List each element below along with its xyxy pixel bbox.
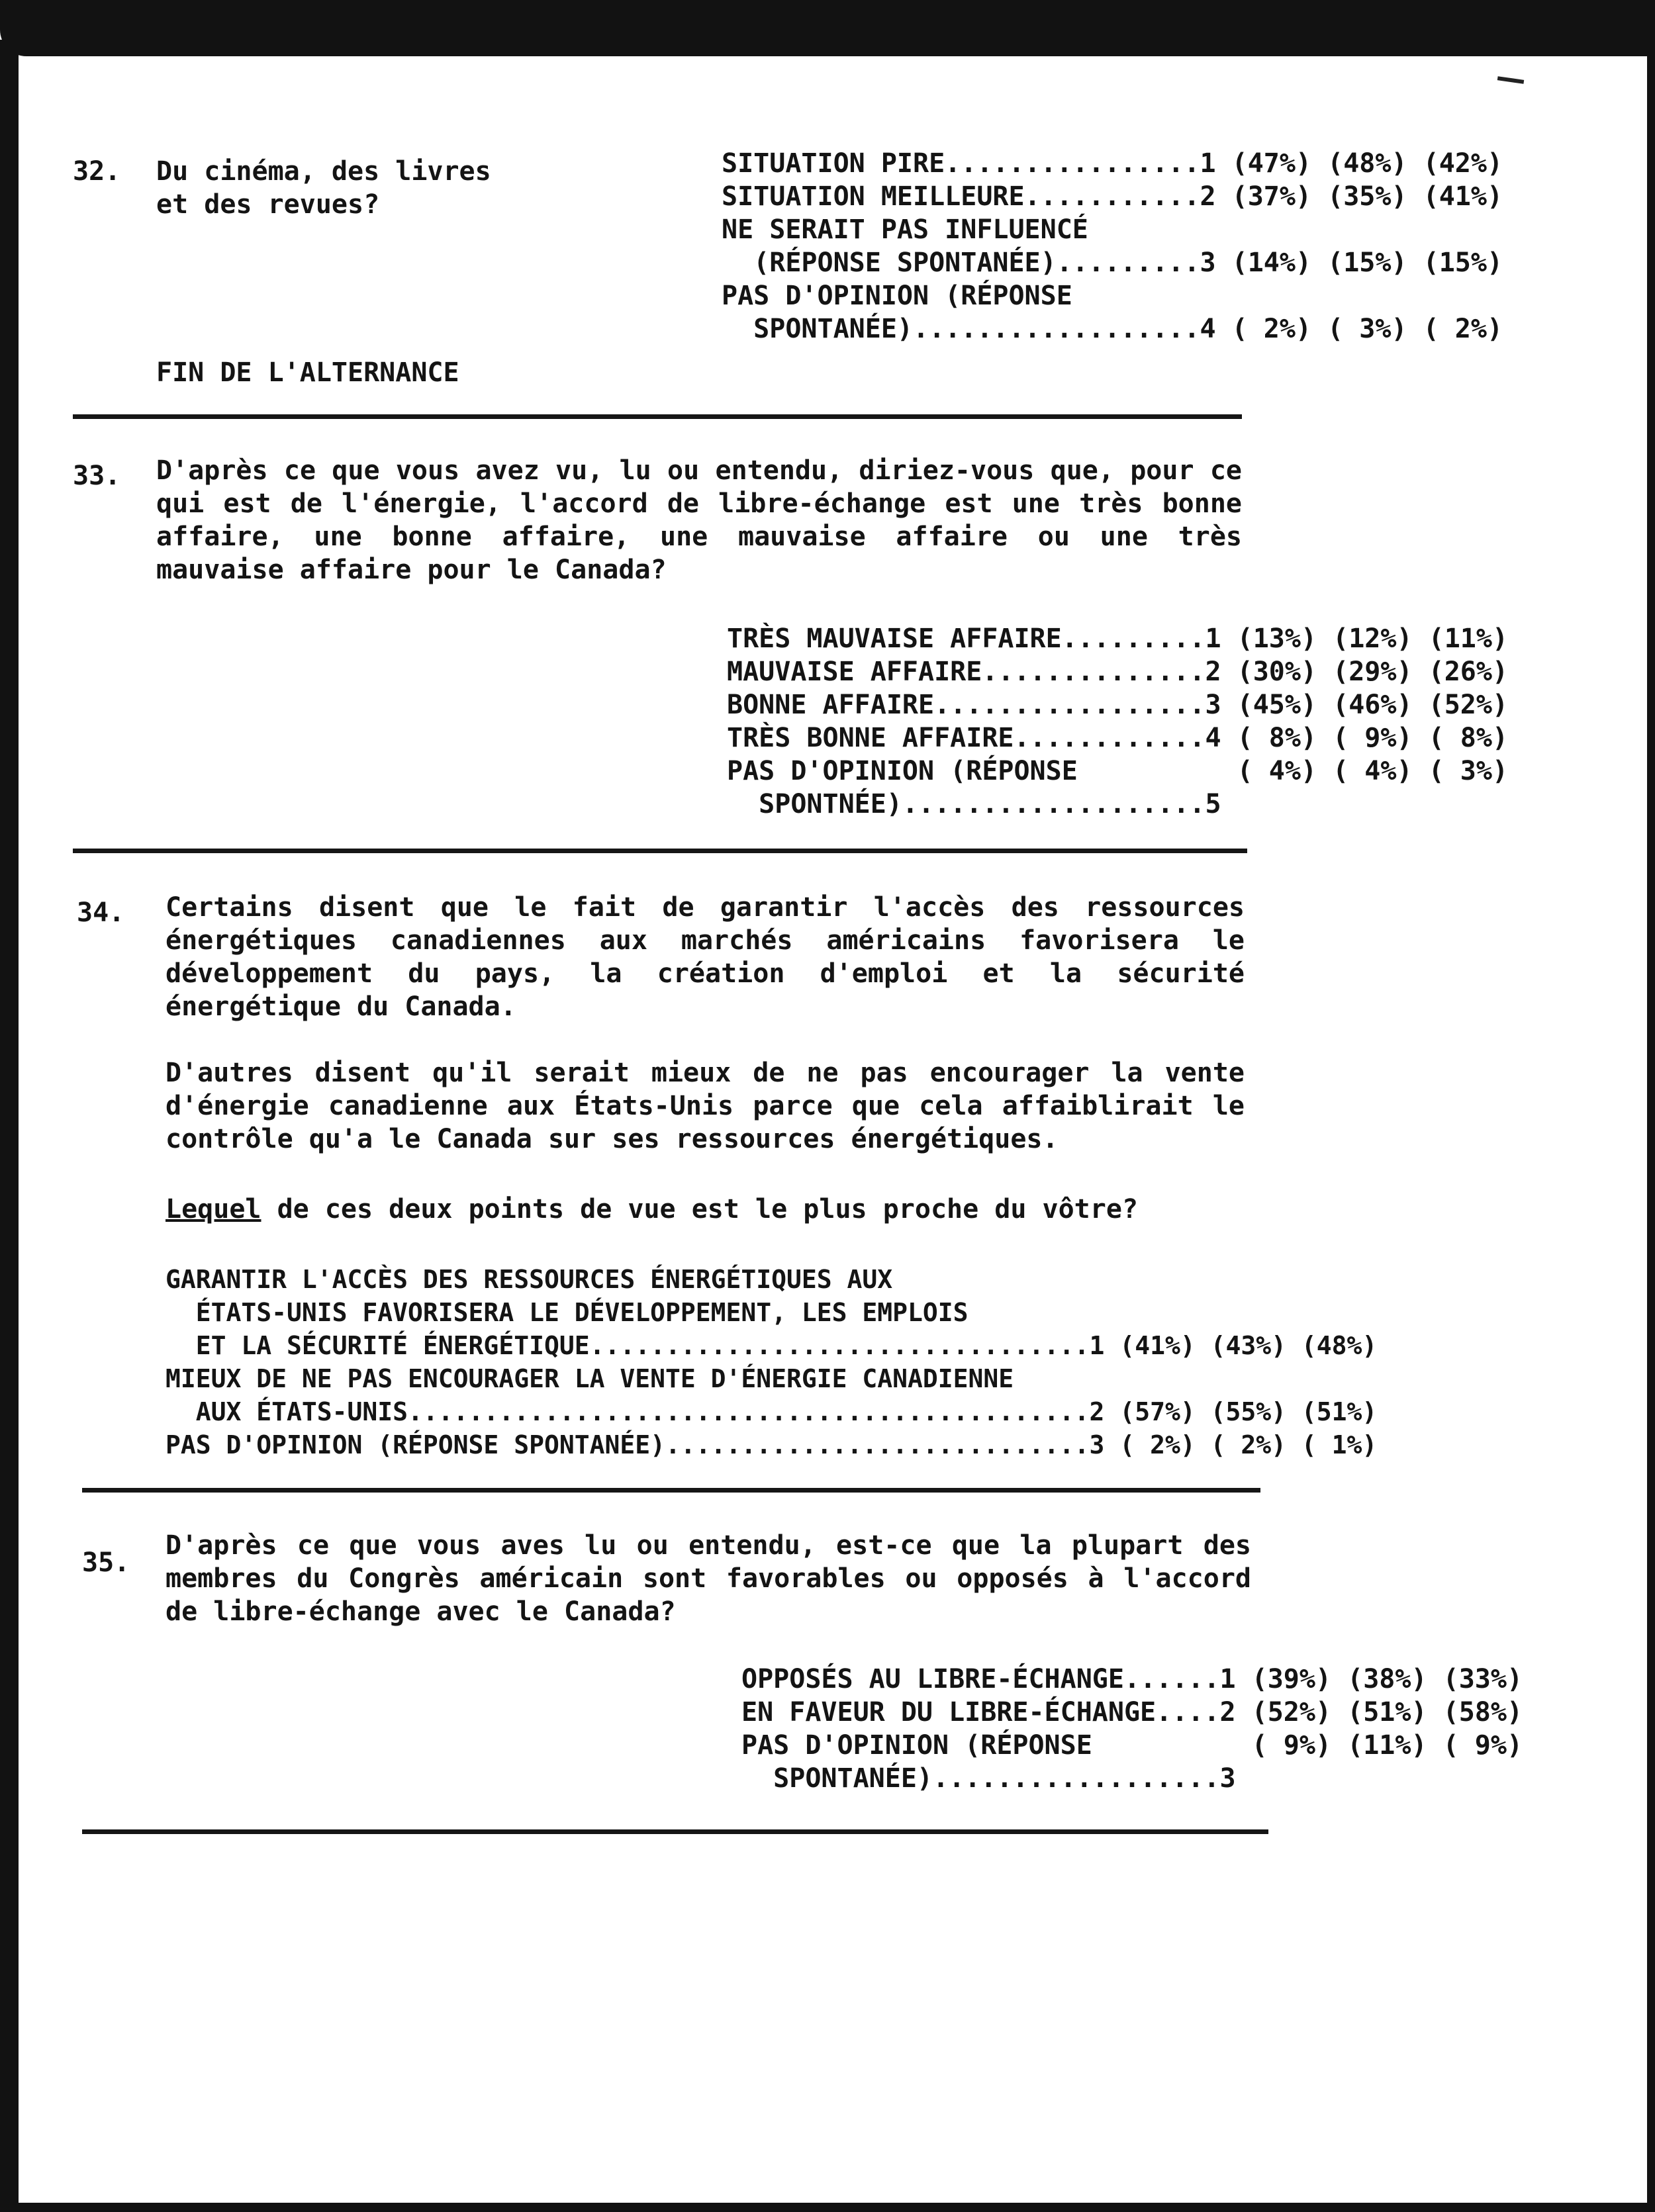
answer-row: SPONTANÉE)..................4 ( 2%) ( 3%) ( 2%) (722, 314, 1503, 344)
q32-question: Du cinéma, des livres et des revues? (156, 156, 491, 220)
q33-number: 33. (73, 461, 121, 491)
answer-row: TRÈS MAUVAISE AFFAIRE.........1 (13%) (12%) (11%) (727, 623, 1509, 654)
q34-prompt-emphasis: Lequel (166, 1194, 261, 1224)
answer-row: ET LA SÉCURITÉ ÉNERGÉTIQUE.................................1 (41%) (43%) (48%) (166, 1331, 1378, 1360)
q32-answer-list (722, 147, 1503, 346)
q35-answer-list (741, 1663, 1523, 1795)
answer-row: SPONTANÉE)..................3 (741, 1763, 1236, 1794)
scan-border-bottom (0, 2203, 1655, 2212)
answer-row: PAS D'OPINION (RÉPONSE ( 4%) ( 4%) ( 3%) (727, 756, 1509, 786)
q34-paragraph-2: D'autres disent qu'il serait mieux de ne pas encourager la vente d'énergie canadienne aux États-Unis parce que cela affaiblirait le contrôle qu'a le Canada sur ses ressources énergétiques. (166, 1058, 1245, 1154)
q34-number: 34. (77, 898, 125, 928)
answer-row: OPPOSÉS AU LIBRE-ÉCHANGE......1 (39%) (38%) (33%) (741, 1664, 1523, 1694)
answer-row: PAS D'OPINION (RÉPONSE ( 9%) (11%) ( 9%) (741, 1730, 1523, 1761)
answer-row: SPONTNÉE)...................5 (727, 789, 1221, 819)
answer-row: AUX ÉTATS-UNIS.............................................2 (57%) (55%) (51%) (166, 1397, 1378, 1426)
answer-row: PAS D'OPINION (RÉPONSE (722, 281, 1072, 311)
scan-border-right (1647, 40, 1655, 2212)
answer-row: NE SERAIT PAS INFLUENCÉ (722, 214, 1088, 245)
section-divider (82, 1829, 1268, 1834)
q34-answer-list (166, 1263, 1377, 1461)
q32-number: 32. (73, 156, 121, 187)
scan-border-left (0, 40, 19, 2212)
q35-question: D'après ce que vous aves lu ou entendu, est-ce que la plupart des membres du Congrès américain sont favorables ou opposés à l'accord de libre-échange avec le Canada? (166, 1530, 1251, 1627)
answer-row: EN FAVEUR DU LIBRE-ÉCHANGE....2 (52%) (51%) (58%) (741, 1697, 1523, 1728)
answer-row: (RÉPONSE SPONTANÉE).........3 (14%) (15%) (15%) (722, 248, 1503, 278)
answer-row: BONNE AFFAIRE.................3 (45%) (46%) (52%) (727, 690, 1509, 720)
answer-row: ÉTATS-UNIS FAVORISERA LE DÉVELOPPEMENT, LES EMPLOIS (166, 1298, 969, 1327)
q33-question: D'après ce que vous avez vu, lu ou entendu, diriez-vous que, pour ce qui est de l'énergie, l'accord de libre-échange est une très bonne affaire, une bonne affaire, une mauvaise affaire ou une très mauvaise affaire pour le Canada? (156, 455, 1242, 585)
q32-end-note: FIN DE L'ALTERNANCE (156, 357, 459, 388)
q34-paragraph-1: Certains disent que le fait de garantir l'accès des ressources énergétiques canadiennes aux marchés américains favorisera le développement du pays, la création d'emploi et la sécurité énergétique du Canada. (166, 892, 1245, 1022)
answer-row: SITUATION MEILLEURE...........2 (37%) (35%) (41%) (722, 181, 1503, 212)
answer-row: MAUVAISE AFFAIRE..............2 (30%) (29%) (26%) (727, 657, 1509, 687)
answer-row: GARANTIR L'ACCÈS DES RESSOURCES ÉNERGÉTIQUES AUX (166, 1265, 893, 1294)
scan-mark (1497, 76, 1524, 84)
answer-row: SITUATION PIRE................1 (47%) (48%) (42%) (722, 148, 1503, 179)
q33-answer-list (727, 622, 1508, 821)
answer-row: MIEUX DE NE PAS ENCOURAGER LA VENTE D'ÉNERGIE CANADIENNE (166, 1364, 1014, 1393)
answer-row: TRÈS BONNE AFFAIRE............4 ( 8%) ( 9%) ( 8%) (727, 723, 1509, 753)
scan-border-top (0, 0, 1655, 56)
section-divider (82, 1488, 1260, 1493)
q34-prompt: Lequel de ces deux points de vue est le plus proche du vôtre? (166, 1194, 1139, 1224)
section-divider (73, 414, 1242, 419)
section-divider (73, 849, 1247, 853)
q35-number: 35. (82, 1547, 130, 1578)
answer-row: PAS D'OPINION (RÉPONSE SPONTANÉE)............................3 ( 2%) ( 2%) ( 1%) (166, 1430, 1378, 1459)
